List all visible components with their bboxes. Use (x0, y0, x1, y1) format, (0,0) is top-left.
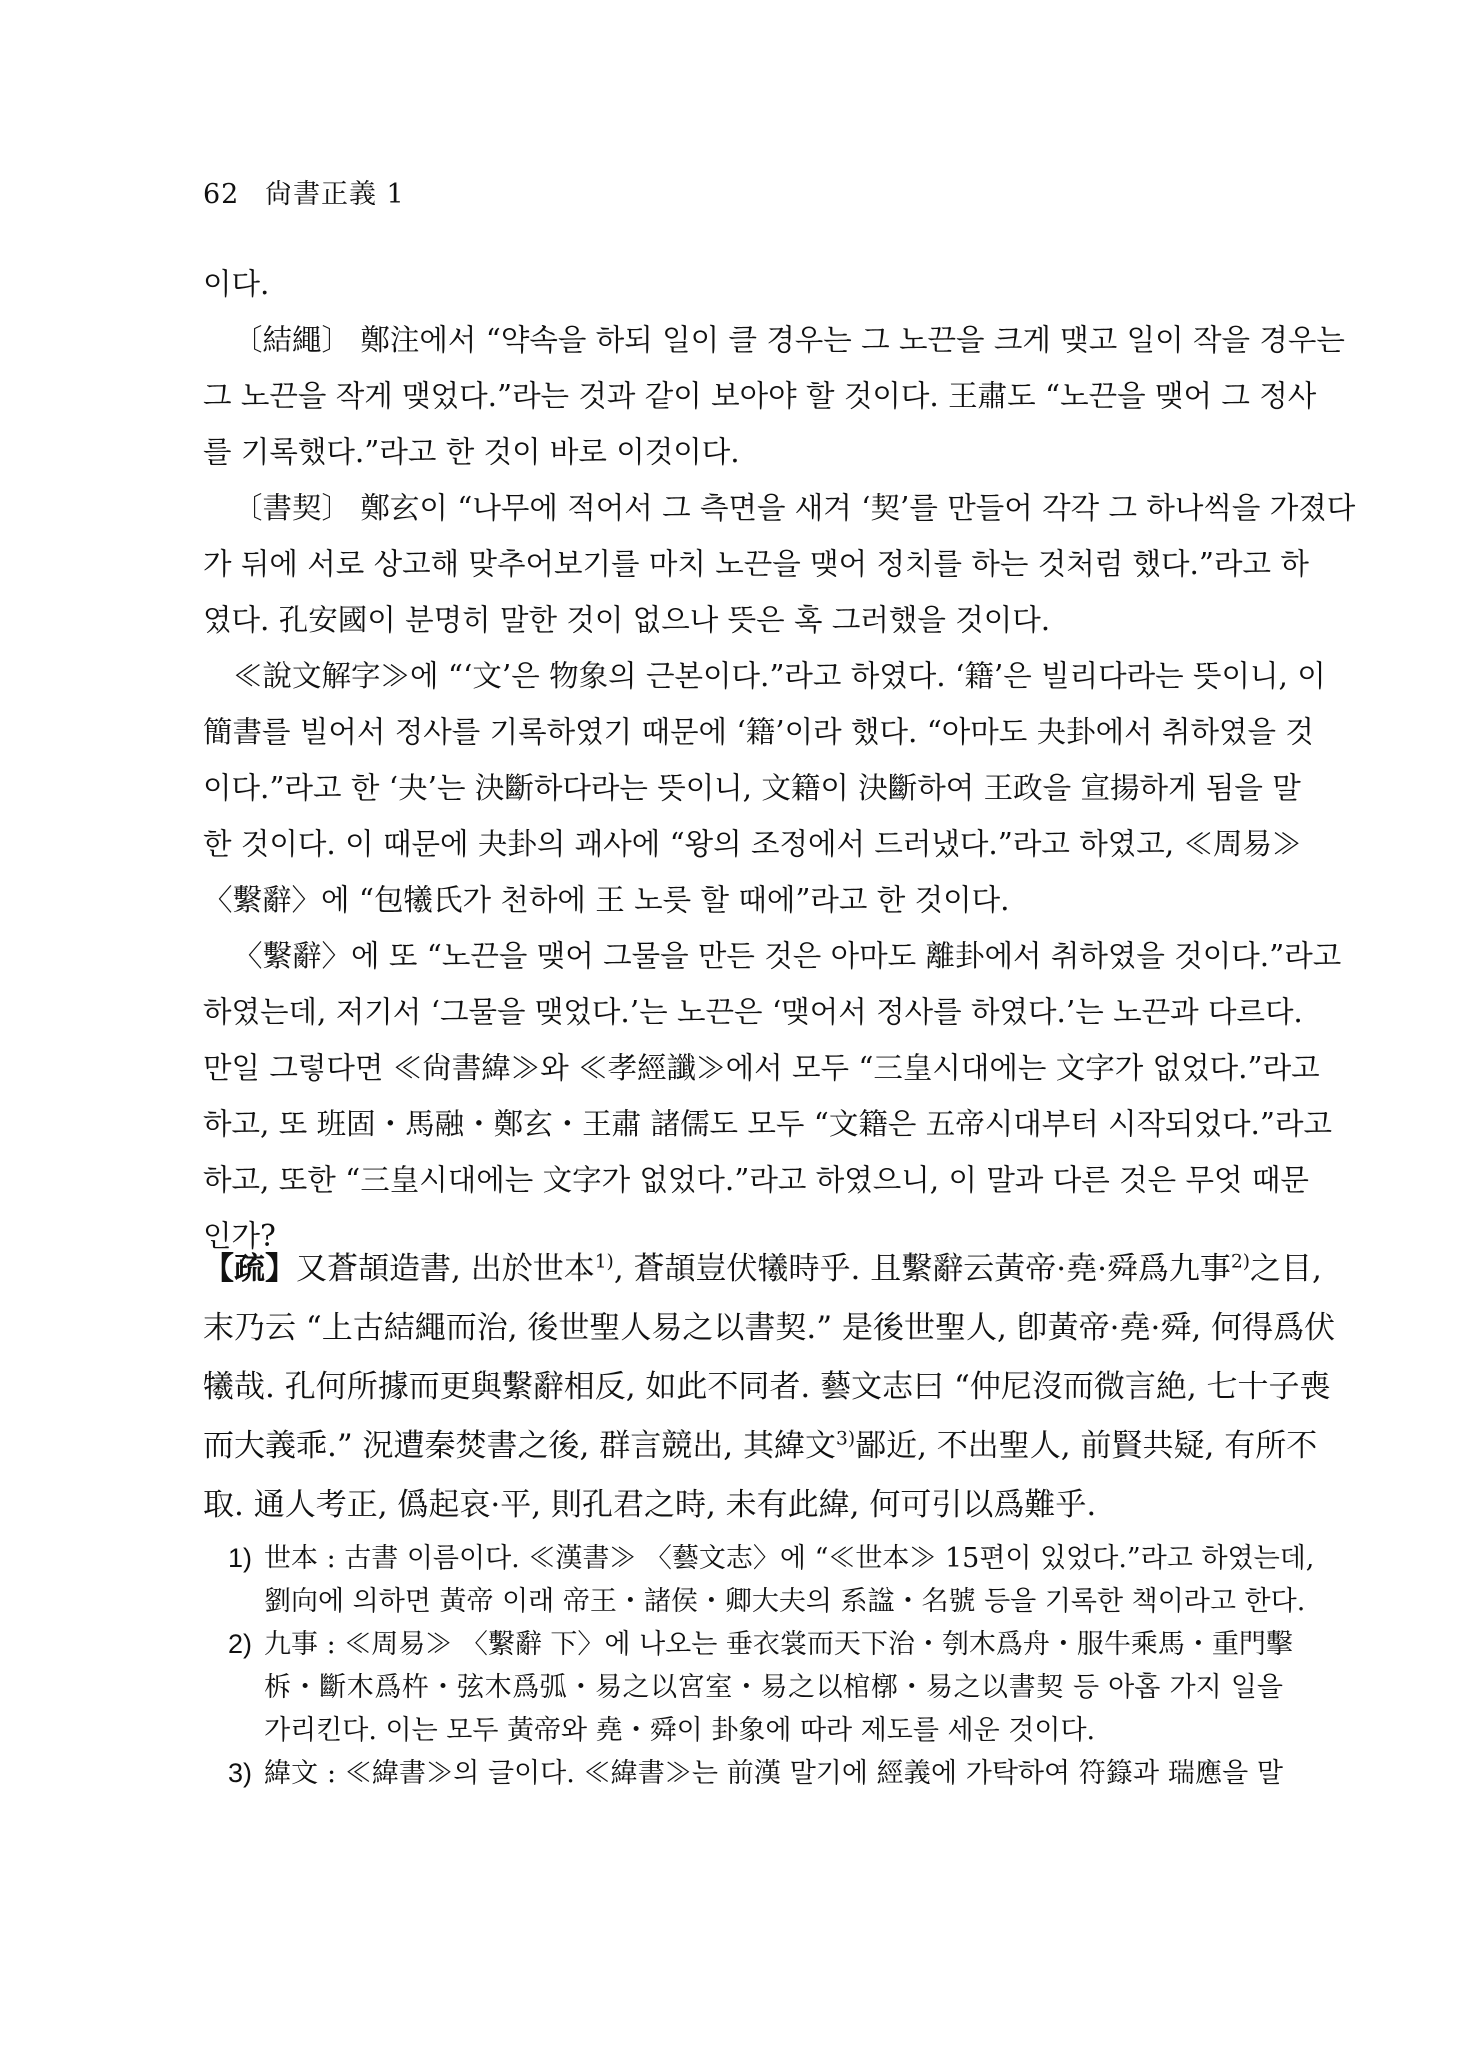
body-line: 〔結繩〕 鄭注에서 “약속을 하되 일이 클 경우는 그 노끈을 크게 맺고 일이 작을 경우는 (233, 323, 1345, 357)
body-line: 였다. 孔安國이 분명히 말한 것이 없으나 뜻은 혹 그러했을 것이다. (203, 603, 1051, 637)
commentary-line: 末乃云 “上古結繩而治, 後世聖人易之以書契.” 是後世聖人, 卽黃帝·堯·舜, 何得爲伏 (203, 1310, 1336, 1346)
commentary-line: 犧哉. 孔何所據而更與繫辭相反, 如此不同者. 藝文志曰 “仲尼沒而微言絶, 七十子喪 (203, 1369, 1331, 1405)
footnote-ref[interactable]: 1) (594, 1251, 614, 1273)
footnote-line: 緯文 : ≪緯書≫의 글이다. ≪緯書≫는 前漢 말기에 經義에 가탁하여 符籙과 瑞應을 말 (264, 1758, 1283, 1789)
footnote-line: 九事 : ≪周易≫ 〈繫辭 下〉에 나오는 垂衣裳而天下治・刳木爲舟・服牛乘馬・重門擊 (264, 1629, 1293, 1660)
footnote-line: 가리킨다. 이는 모두 黃帝와 堯・舜이 卦象에 따라 제도를 세운 것이다. (264, 1715, 1096, 1746)
footnote-line: 劉向에 의하면 黃帝 이래 帝王・諸侯・卿大夫의 系諡・名號 등을 기록한 책이라고 한다. (264, 1586, 1306, 1617)
body-line: 하고, 또 班固・馬融・鄭玄・王肅 諸儒도 모두 “文籍은 五帝시대부터 시작되었다.”라고 (203, 1107, 1333, 1141)
body-line: 인가? (203, 1219, 276, 1253)
footnote-ref[interactable]: 2) (1230, 1251, 1251, 1273)
body-line: 〈繫辭〉에 또 “노끈을 맺어 그물을 만든 것은 아마도 離卦에서 취하였을 것이다.”라고 (233, 939, 1342, 973)
running-header (203, 172, 405, 211)
commentary-tag: 【疏】 (203, 1251, 296, 1287)
commentary-text: 又蒼頡造書, 出於世本 (296, 1251, 595, 1287)
footnote-number: 3) (228, 1758, 253, 1788)
commentary-text: 之目, (1250, 1251, 1322, 1287)
body-line: 를 기록했다.”라고 한 것이 바로 이것이다. (203, 435, 740, 469)
body-line: 하였는데, 저기서 ‘그물을 맺었다.’는 노끈은 ‘맺어서 정사를 하였다.’는 노끈과 다르다. (203, 995, 1303, 1029)
body-line: 가 뒤에 서로 상고해 맞추어보기를 마치 노끈을 맺어 정치를 하는 것처럼 했다.”라고 하 (203, 547, 1309, 581)
commentary-text: , 蒼頡豈伏犧時乎. 且繫辭云黃帝·堯·舜爲九事 (613, 1251, 1231, 1287)
body-line: 만일 그렇다면 ≪尙書緯≫와 ≪孝經讖≫에서 모두 “三皇시대에는 文字가 없었다.”라고 (203, 1051, 1320, 1085)
footnote-line: 柝・斷木爲杵・弦木爲弧・易之以宮室・易之以棺槨・易之以書契 등 아홉 가지 일을 (264, 1672, 1283, 1703)
body-line: 하고, 또한 “三皇시대에는 文字가 없었다.”라고 하였으니, 이 말과 다른 것은 무엇 때문 (203, 1163, 1309, 1197)
footnote-ref[interactable]: 3) (835, 1428, 856, 1450)
commentary-section (203, 1240, 1336, 1535)
commentary-text: 而大義乖.” 況遭秦焚書之後, 群言競出, 其緯文 (203, 1428, 836, 1464)
page-number: 62 (203, 179, 240, 210)
commentary-line: 取. 通人考正, 僞起哀·平, 則孔君之時, 未有此緯, 何可引以爲難乎. (203, 1487, 1097, 1523)
footnote (203, 1623, 1293, 1752)
body-line: 그 노끈을 작게 맺었다.”라는 것과 같이 보아야 할 것이다. 王肅도 “노끈을 맺어 그 정사 (203, 379, 1317, 413)
translation-body (203, 256, 1356, 1264)
body-line: 〔書契〕 鄭玄이 “나무에 적어서 그 측면을 새겨 ‘契’를 만들어 각각 그 하나씩을 가졌다 (233, 491, 1356, 525)
commentary-line (203, 1417, 1318, 1476)
commentary-line (203, 1240, 1322, 1299)
book-title: 尙書正義 1 (264, 179, 405, 210)
body-line: ≪說文解字≫에 “‘文’은 物象의 근본이다.”라고 하였다. ‘籍’은 빌리다라는 뜻이니, 이 (233, 659, 1326, 693)
footnote (203, 1752, 1283, 1795)
body-line: 한 것이다. 이 때문에 夬卦의 괘사에 “왕의 조정에서 드러냈다.”라고 하였고, ≪周易≫ (203, 827, 1302, 861)
footnotes (203, 1537, 1315, 1795)
commentary-text: 鄙近, 不出聖人, 前賢共疑, 有所不 (855, 1428, 1318, 1464)
footnote-number: 1) (228, 1543, 253, 1573)
footnote-line: 世本 : 古書 이름이다. ≪漢書≫ 〈藝文志〉에 “≪世本≫ 15편이 있었다.”라고 하였는데, (264, 1543, 1315, 1574)
body-line: 이다. (203, 267, 270, 301)
footnote (203, 1537, 1315, 1623)
footnote-number: 2) (228, 1629, 253, 1659)
body-line: 이다.”라고 한 ‘夬’는 決斷하다라는 뜻이니, 文籍이 決斷하여 王政을 宣揚하게 됨을 말 (203, 771, 1301, 805)
body-line: 簡書를 빌어서 정사를 기록하였기 때문에 ‘籍’이라 했다. “아마도 夬卦에서 취하였을 것 (203, 715, 1314, 749)
body-line: 〈繫辭〉에 “包犧氏가 천하에 王 노릇 할 때에”라고 한 것이다. (203, 883, 1010, 917)
